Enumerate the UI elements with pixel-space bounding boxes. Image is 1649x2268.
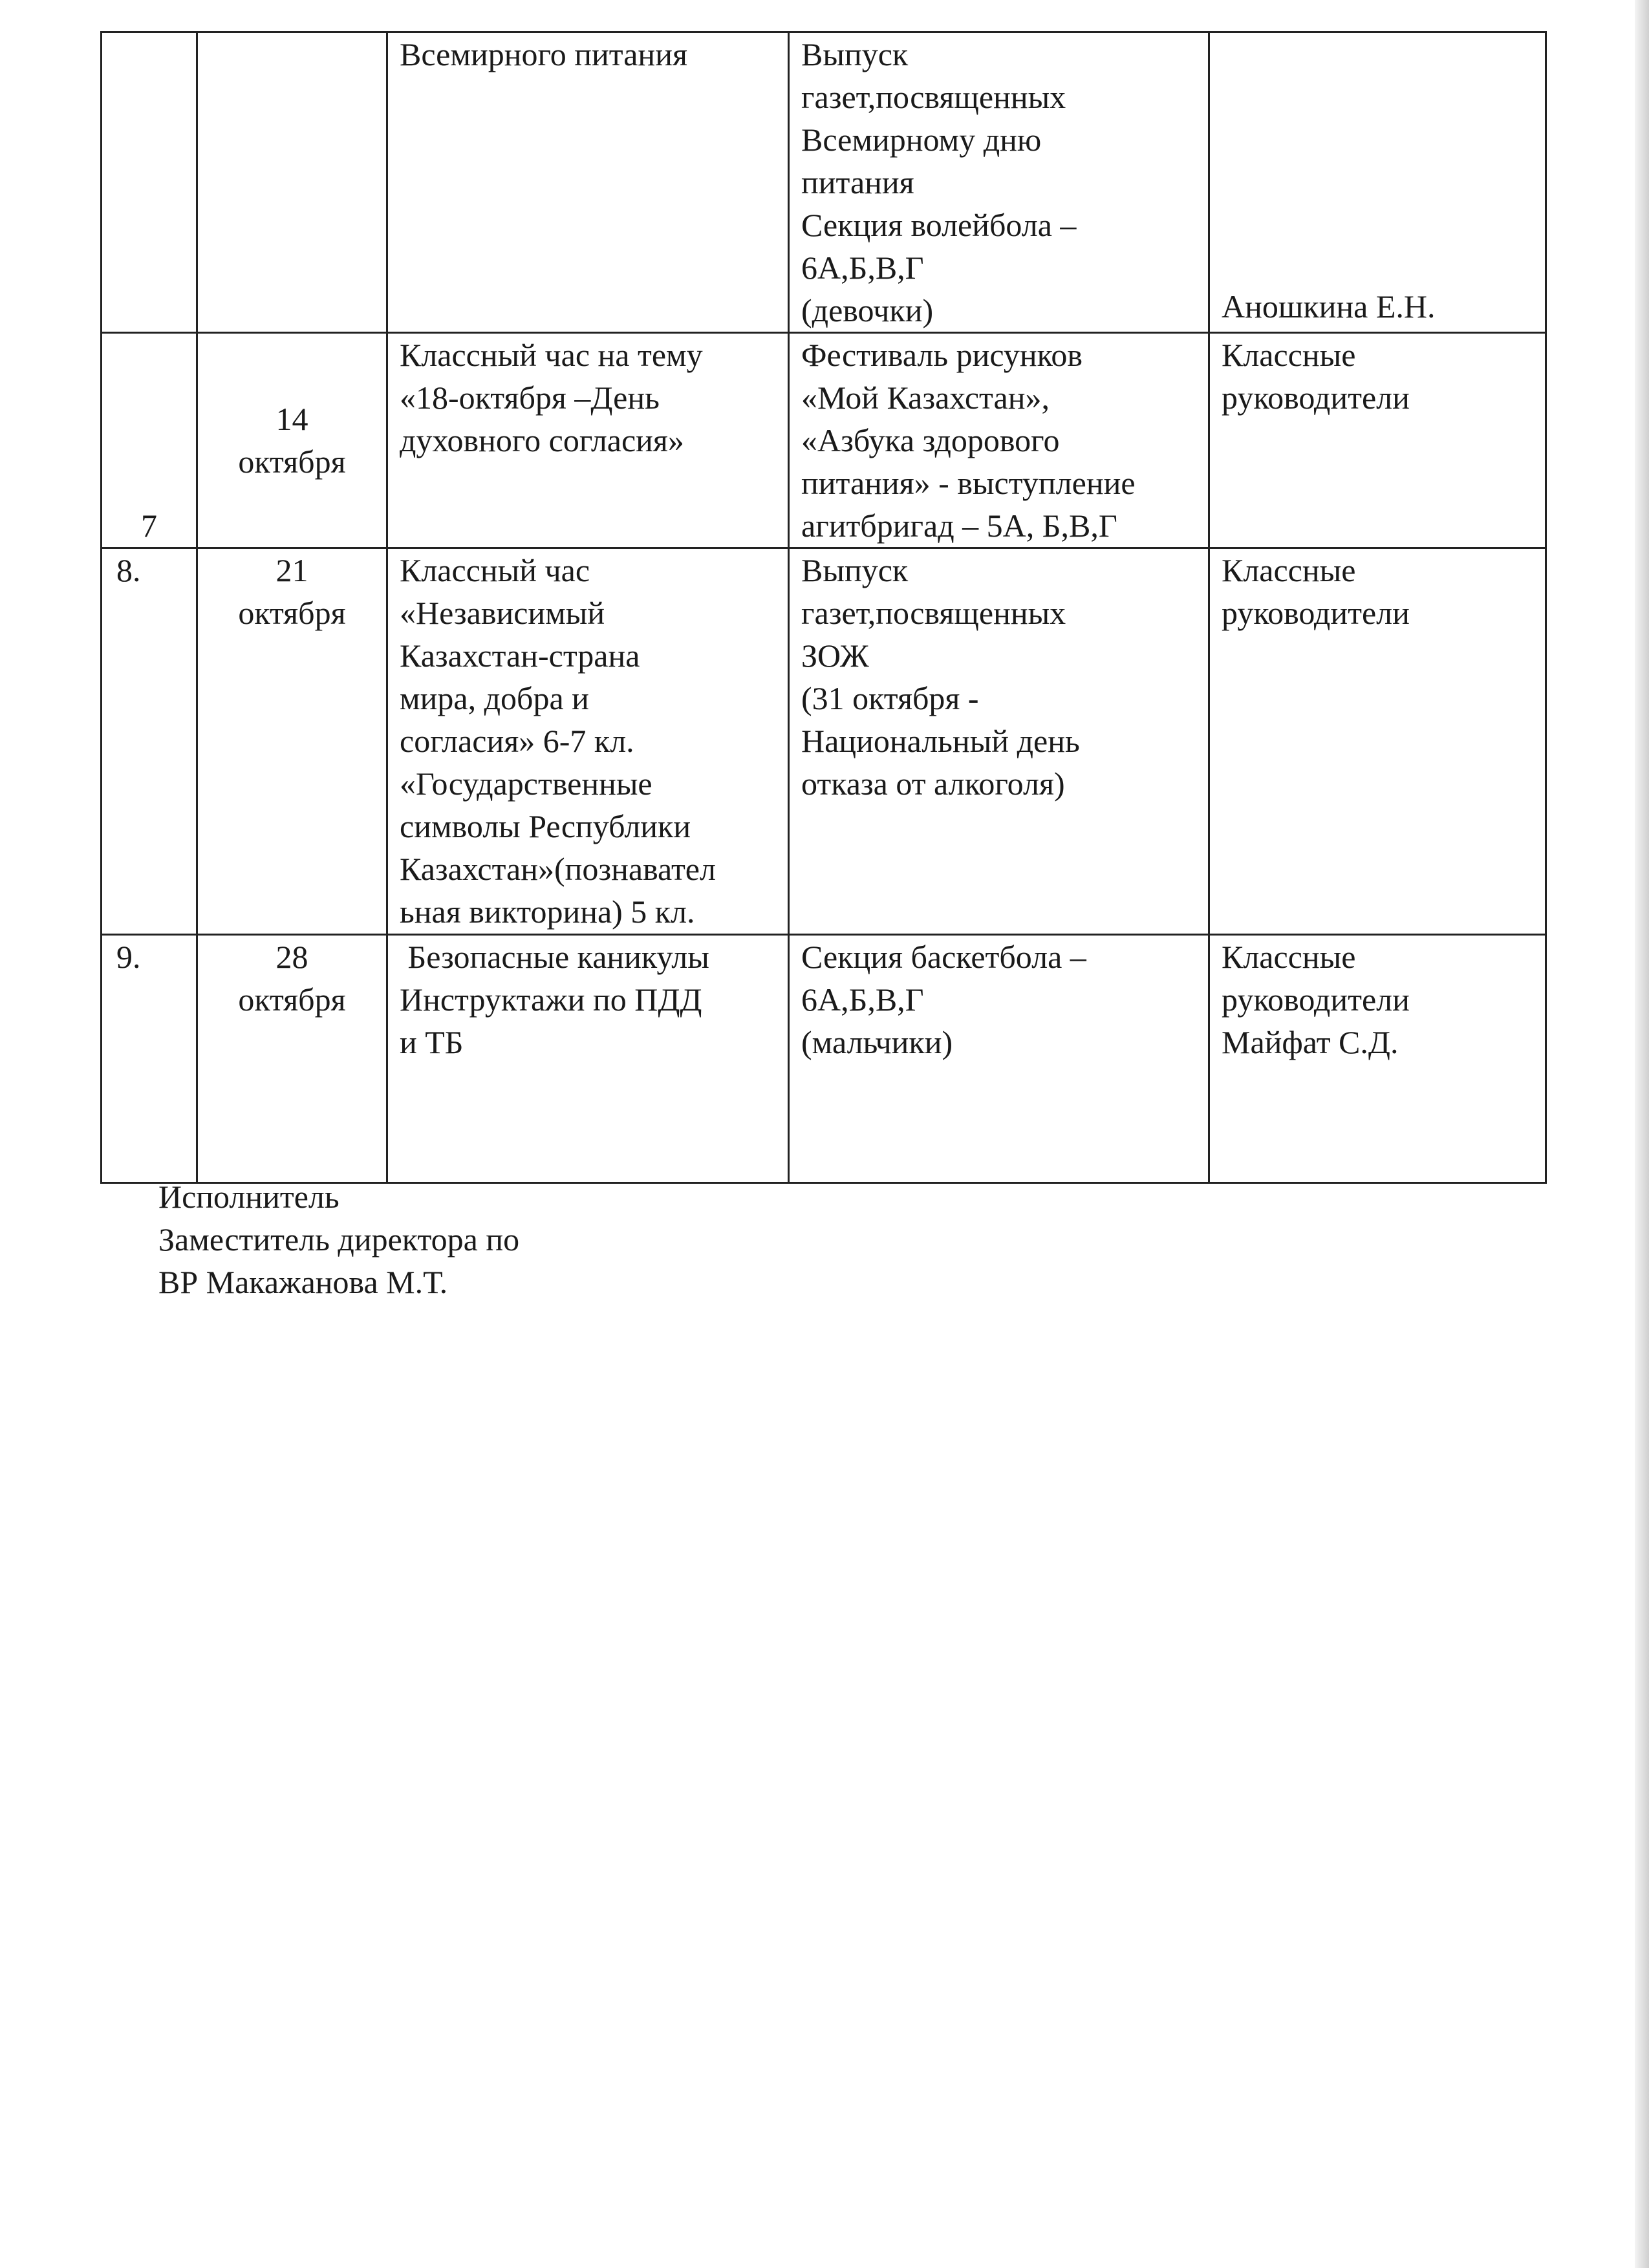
row-number-cell xyxy=(102,32,197,333)
cell-line: Аношкина Е.Н. xyxy=(1222,288,1436,325)
cell-line: Классные xyxy=(1222,552,1356,588)
row-number: 9. xyxy=(116,939,141,975)
cell-line: (31 октября - xyxy=(801,680,979,716)
cell-line: Классные xyxy=(1222,337,1356,373)
executor-label: Исполнитель xyxy=(158,1179,339,1215)
cell-line: ьная викторина) 5 кл. xyxy=(400,893,695,930)
cell-line: «Независимый xyxy=(400,595,605,631)
date-cell xyxy=(197,32,387,333)
responsible-cell xyxy=(1209,548,1546,935)
cell-line: Выпуск xyxy=(801,36,909,72)
cell-line: Всемирного питания xyxy=(400,36,687,72)
cell-line: 21 xyxy=(275,552,308,588)
row-number-cell xyxy=(102,548,197,935)
table-row xyxy=(102,32,1546,333)
signature-block xyxy=(158,1175,519,1303)
cell-line: Классные xyxy=(1222,939,1356,975)
cell-line: Национальный день xyxy=(801,723,1080,759)
cell-line: Инструктажи по ПДД xyxy=(400,981,702,1018)
executor-name: ВР Макажанова М.Т. xyxy=(158,1264,448,1300)
cell-line: агитбригад – 5А, Б,В,Г xyxy=(801,508,1117,544)
table-row xyxy=(102,935,1546,1183)
cell-line: (девочки) xyxy=(801,292,934,328)
responsible-cell xyxy=(1209,32,1546,333)
activity-cell xyxy=(789,548,1209,935)
cell-line: 6А,Б,В,Г xyxy=(801,981,924,1018)
activity-cell xyxy=(789,333,1209,548)
event-cell xyxy=(387,935,789,1183)
activity-cell xyxy=(789,32,1209,333)
row-number-cell xyxy=(102,333,197,548)
cell-line: октября xyxy=(238,444,346,480)
cell-line: питания xyxy=(801,164,914,200)
cell-line: октября xyxy=(238,595,346,631)
cell-line: Всемирному дню xyxy=(801,122,1042,158)
cell-line: Безопасные каникулы xyxy=(400,939,709,975)
cell-line: Секция баскетбола – xyxy=(801,939,1086,975)
cell-line: Майфат С.Д. xyxy=(1222,1024,1399,1060)
table-row xyxy=(102,333,1546,548)
cell-line: руководители xyxy=(1222,595,1410,631)
cell-line: отказа от алкоголя) xyxy=(801,765,1065,802)
event-cell xyxy=(387,548,789,935)
row-number-cell xyxy=(102,935,197,1183)
row-number: 7 xyxy=(141,508,157,544)
cell-line: 14 xyxy=(275,401,308,437)
date-cell xyxy=(197,935,387,1183)
cell-line: символы Республики xyxy=(400,808,691,844)
cell-line: согласия» 6-7 кл. xyxy=(400,723,634,759)
cell-line: ЗОЖ xyxy=(801,637,869,674)
cell-line: октября xyxy=(238,981,346,1018)
scan-edge xyxy=(1635,0,1649,2268)
table-row xyxy=(102,548,1546,935)
cell-line: Казахстан»(познавател xyxy=(400,851,716,887)
activity-cell xyxy=(789,935,1209,1183)
cell-line: руководители xyxy=(1222,380,1410,416)
executor-position: Заместитель директора по xyxy=(158,1221,520,1257)
date-cell xyxy=(197,333,387,548)
responsible-cell xyxy=(1209,333,1546,548)
date-cell xyxy=(197,548,387,935)
cell-line: «18-октября –День xyxy=(400,380,660,416)
cell-line: руководители xyxy=(1222,981,1410,1018)
cell-line: мира, добра и xyxy=(400,680,589,716)
cell-line: духовного согласия» xyxy=(400,422,684,458)
cell-line: Казахстан-страна xyxy=(400,637,640,674)
cell-line: и ТБ xyxy=(400,1024,464,1060)
cell-line: Выпуск xyxy=(801,552,909,588)
responsible-cell xyxy=(1209,935,1546,1183)
activity-plan-table xyxy=(100,31,1547,1184)
cell-line: (мальчики) xyxy=(801,1024,953,1060)
cell-line: Фестиваль рисунков xyxy=(801,337,1083,373)
cell-line: «Государственные xyxy=(400,765,652,802)
cell-line: Классный час xyxy=(400,552,590,588)
cell-line: Секция волейбола – xyxy=(801,207,1077,243)
cell-line: 28 xyxy=(275,939,308,975)
cell-line: питания» - выступление xyxy=(801,465,1136,501)
cell-line: «Мой Казахстан», xyxy=(801,380,1050,416)
cell-line: «Азбука здорового xyxy=(801,422,1060,458)
row-number: 8. xyxy=(116,552,141,588)
event-cell xyxy=(387,333,789,548)
cell-line: 6А,Б,В,Г xyxy=(801,250,924,286)
cell-line: Классный час на тему xyxy=(400,337,703,373)
cell-line: газет,посвященных xyxy=(801,595,1066,631)
cell-line: газет,посвященных xyxy=(801,79,1066,115)
event-cell xyxy=(387,32,789,333)
